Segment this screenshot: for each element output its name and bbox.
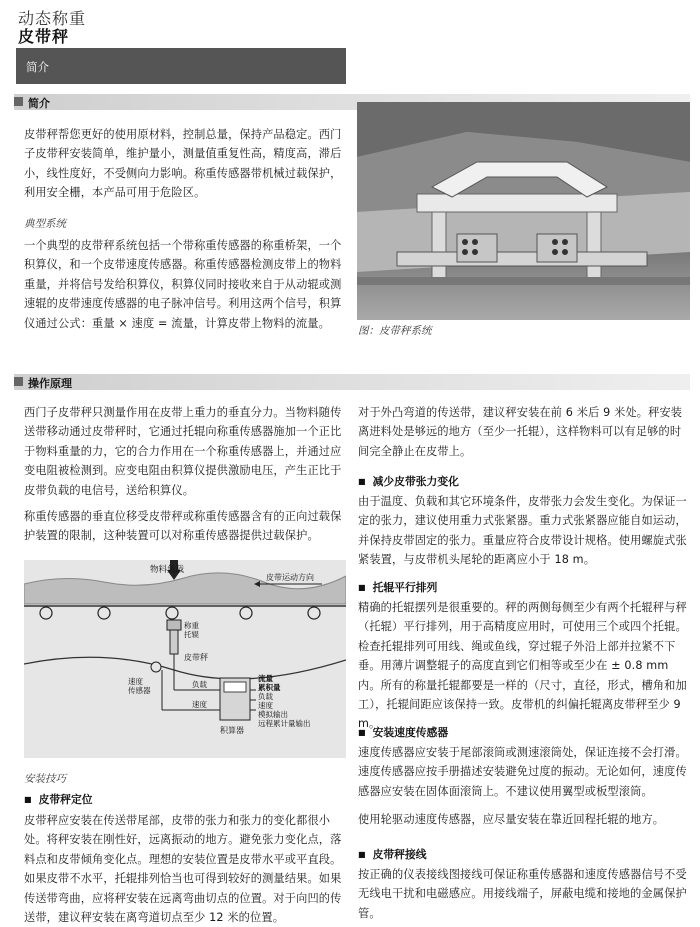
- header-band: [16, 48, 346, 84]
- photo-caption: 图：皮带秤系统: [358, 325, 432, 337]
- bullet-speed-sensor-install: ■ 安装速度传感器: [358, 725, 448, 740]
- section-bar-principle: [14, 374, 690, 390]
- bullet-idler-alignment: ■ 托辊平行排列: [358, 580, 437, 595]
- diagram-output-total: 累积量: [258, 683, 281, 692]
- product-title: 皮带秤: [18, 27, 70, 46]
- section-heading-intro: 简介: [28, 97, 50, 110]
- diagram-output-speed: 速度: [258, 701, 273, 710]
- principle-paragraph-1: 西门子皮带秤只测量作用在皮带上重力的垂直分力。当物料随传送带移动通过皮带秤时，它通过托辊向称重传感器施加一个正比于物料重量的力，它的合力作用在一个称重传感器上，并通过应变电阻被检测到。应变电阻由积算仪提供激励电压，产生正比于皮带负载的电信号，送给积算仪。: [24, 406, 342, 497]
- bullet-reduce-tension: ■ 减少皮带张力变化: [358, 474, 459, 489]
- diagram-label-belt-direction: 皮带运动方向: [266, 573, 314, 582]
- install-tips-subheading: 安装技巧: [24, 773, 66, 785]
- principle-paragraph-2: 称重传感器的垂直位移受皮带秤或称重传感器含有的正向过载保护装置的限制，这种装置可以对称重传感器提供过载保护。: [24, 510, 342, 543]
- belt-scale-diagram: [24, 560, 346, 758]
- diagram-output-remote-total: 远程累计量输出: [258, 719, 311, 728]
- belt-scale-photo: [357, 102, 690, 320]
- principle-paragraph-4: 对于外凸弯道的传送带，建议秤安装在前 6 米后 9 米处。秤安装离进料处是够远的地方（至少一托辊），这样物料可以有足够的时间完全静止在皮带上。: [358, 406, 683, 458]
- diagram-output-load: 负载: [258, 692, 273, 701]
- section-marker-icon: [14, 97, 23, 106]
- principle-paragraph-9: 按正确的仪表接线图接线可保证称重传感器和速度传感器信号不受无线电干扰和电磁感应。用接线端子，屏蔽电缆和接地的金属保护管。: [358, 868, 687, 920]
- bullet-scale-wiring: ■ 皮带秤接线: [358, 847, 427, 862]
- principle-paragraph-7: 速度传感器应安装于尾部滚筒或测速滚筒处，保证连接不会打滑。速度传感器应按手册描述安装避免过度的振动。无论如何，速度传感器应安装在固体面滚筒上。不建议使用翼型或板型滚筒。: [358, 746, 687, 798]
- typical-system-subheading: 典型系统: [24, 218, 66, 230]
- principle-paragraph-6: 精确的托辊摆列是很重要的。秤的两侧每侧至少有两个托辊秤与秤（托辊）平行排列，用于高精度应用时，可使用三个或四个托辊。检查托辊排列可用线、绳或鱼线，穿过辊子外沿上部并拉紧不下垂。用薄片调整辊子的高度直到它们相等或至少在 ± 0.8 mm 内。所有的称量托辊都要是一样的（尺寸，直径，形式，槽角和加工），托辊间距应该保持一致。皮带机的纠偏托辊离皮带秤至少 9 m。: [358, 601, 687, 731]
- diagram-output-flow: 流量: [258, 674, 273, 683]
- principle-paragraph-8: 使用轮驱动速度传感器，应尽量安装在靠近回程托辊的地方。: [358, 813, 665, 826]
- intro-paragraph-1: 皮带秤帮您更好的使用原材料，控制总量，保持产品稳定。西门子皮带秤安装简单，维护量小，测量值重复性高，精度高，滞后小，线性度好，不受侧向力影响。称重传感器带机械过载保护，利用安全栅，本产品可用于危险区。: [24, 128, 342, 200]
- diagram-label-weigh-idler: 称重托辊: [184, 621, 199, 639]
- diagram-label-speed-sensor: 速度传感器: [128, 677, 151, 695]
- category-title: 动态称重: [18, 9, 87, 28]
- principle-paragraph-3: 皮带秤应安装在传送带尾部，皮带的张力和张力的变化都很小处。将秤安装在刚性好，远离振动的地方。避免张力变化点，落料点和皮带倾角变化点。理想的安装位置是皮带水平或平直段。如果皮带不水平，托辊排列恰当也可得到较好的测量结果。如果传送带弯曲，应将秤安装在远离弯曲切点的位置。对于向凹的传送带，建议秤安装在离弯道切点至少 12 米的位置。: [24, 814, 342, 925]
- intro-paragraph-2: 一个典型的皮带秤系统包括一个带称重传感器的称重桥架，一个积算仪，和一个皮带速度传感器。称重传感器检测皮带上的物料重量，并将信号发给积算仪，积算仪同时接收来自于从动辊或测速辊的皮带速度传感器的电子脉冲信号。利用这两个信号，积算仪通过公式：重量 × 速度 = 流量，计算皮带上物料的流量。: [24, 239, 342, 330]
- bullet-scale-location: ■ 皮带秤定位: [24, 792, 93, 807]
- diagram-label-integrator: 积算器: [220, 726, 244, 735]
- header-band-label: 简介: [26, 60, 49, 74]
- diagram-label-speed: 速度: [192, 700, 207, 709]
- section-marker-icon: [14, 377, 23, 386]
- principle-paragraph-5: 由于温度、负载和其它环境条件，皮带张力会发生变化。为保证一定的张力，建议使用重力式张紧器。重力式张紧器应能自如运动，并保持皮带固定的张力。重量应符合皮带设计规格。使用螺旋式张紧装置，与皮带机头尾轮的距离应小于 18 m。: [358, 495, 687, 567]
- diagram-label-belt-scale: 皮带秤: [184, 653, 208, 662]
- section-heading-principle: 操作原理: [28, 377, 72, 390]
- diagram-output-analog: 模拟输出: [258, 710, 288, 719]
- diagram-label-load: 负载: [192, 680, 207, 689]
- diagram-label-material-load: 物料负载: [150, 565, 185, 575]
